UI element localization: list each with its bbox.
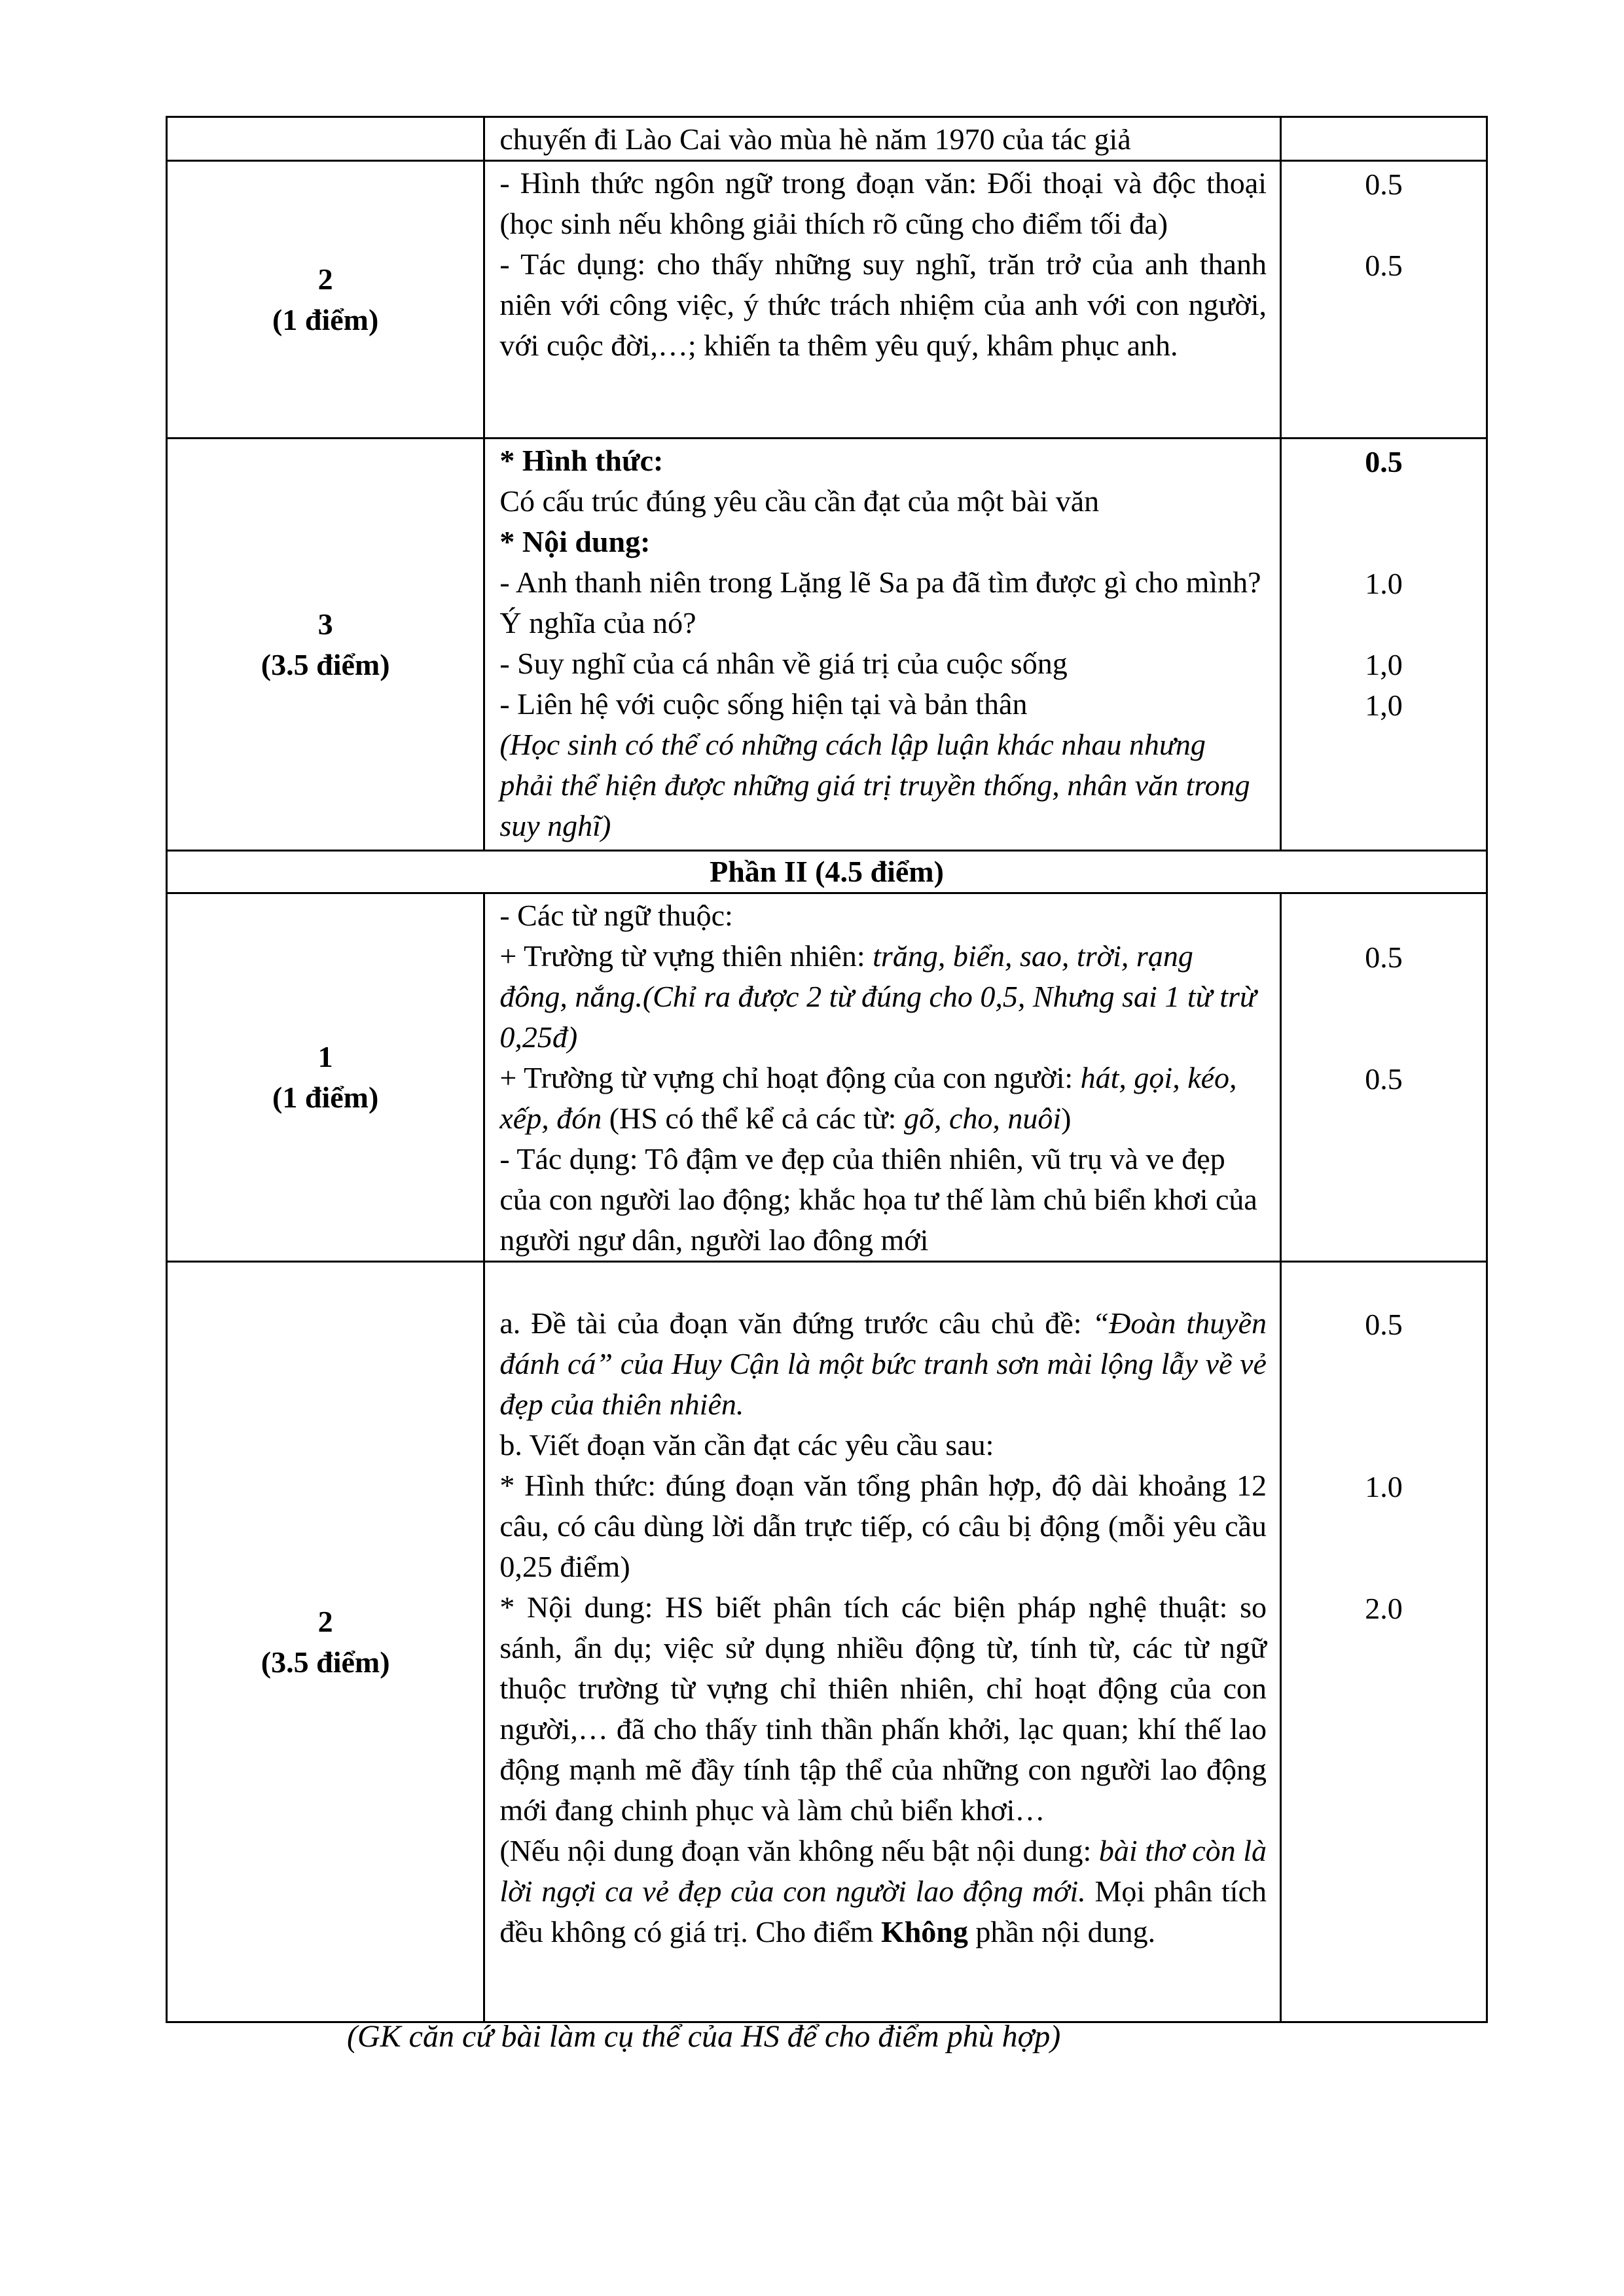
answer-label: + Trường từ vựng chỉ hoạt động của con người: <box>499 1061 1081 1094</box>
note-text: phần nội dung. <box>967 1915 1156 1948</box>
score-value: 0.5 <box>1365 941 1403 974</box>
question-points: (3.5 điểm) <box>261 647 390 681</box>
note-bold: Không <box>880 1915 968 1948</box>
score-value: 1,0 <box>1365 689 1403 722</box>
question-points: (3.5 điểm) <box>261 1645 390 1679</box>
answer-line: - Các từ ngữ thuộc: <box>499 899 733 932</box>
answer-label: + Trường từ vựng thiên nhiên: <box>499 939 873 973</box>
answer-line: - Tác dụng: cho thấy những suy nghĩ, trăn trở của anh thanh niên với công việc, ý thức trách nhiệm của anh với con người, với cuộc đời,…; khiến ta thêm yêu quý, khâm phục anh. <box>499 247 1267 362</box>
score-value: 2.0 <box>1365 1592 1403 1625</box>
grading-note: (GK căn cứ bài làm cụ thể của HS để cho điểm phù hợp) <box>347 2019 1061 2054</box>
question-cell <box>167 893 484 1262</box>
score-cell <box>1280 1262 1487 2022</box>
answer-label: (HS có thể kể cả các từ: <box>602 1102 904 1135</box>
question-number: 2 <box>317 262 333 296</box>
answer-label: a. Đề tài của đoạn văn đứng trước câu chủ đề: <box>499 1306 1092 1340</box>
score-value: 1.0 <box>1365 567 1403 600</box>
score-cell <box>1280 117 1487 161</box>
note-italic: bài thơ còn là lời ngợi ca vẻ đẹp của con người lao động mới. <box>499 1834 1267 1908</box>
question-number: 2 <box>317 1604 333 1638</box>
question-cell <box>167 117 484 161</box>
answer-italic: trăng, biển, sao, trời, rạng đông, nắng.(Chỉ ra được 2 từ đúng cho 0,5, Nhưng sai 1 từ trừ 0,25đ) <box>499 939 1256 1054</box>
answer-label: ) <box>1061 1102 1072 1135</box>
score-value: 1.0 <box>1365 1470 1403 1503</box>
answer-line <box>499 936 1267 1058</box>
answer-line: * Nội dung: HS biết phân tích các biện pháp nghệ thuật: so sánh, ẩn dụ; việc sử dụng nhiều động từ, tính từ, các từ ngữ thuộc trường từ vựng chỉ thiên nhiên, chỉ hoạt động của con người,… đã cho thấy tinh thần phấn khởi, lạc quan; khí thế lao động mạnh mẽ đầy tính tập thể của những con người lao động mới đang chinh phục và làm chủ biển khơi… <box>499 1590 1267 1827</box>
table-row <box>167 893 1487 1262</box>
note-text: (Nếu nội dung đoạn văn không nếu bật nội dung: <box>499 1834 1099 1867</box>
question-number: 1 <box>317 1040 333 1073</box>
table-row <box>167 439 1487 851</box>
question-points: (1 điểm) <box>272 1081 379 1114</box>
answer-line: b. Viết đoạn văn cần đạt các yêu cầu sau: <box>499 1428 994 1462</box>
score-value: 0.5 <box>1365 1308 1403 1341</box>
table-row <box>167 117 1487 161</box>
answer-italic: “Đoàn thuyền đánh cá” của Huy Cận là một bức tranh sơn mài lộng lẫy về vẻ đẹp của thiên nhiên. <box>499 1306 1267 1421</box>
answer-line: - Anh thanh niên trong Lặng lẽ Sa pa đã tìm được gì cho mình? Ý nghĩa của nó? <box>499 565 1261 639</box>
answer-line: - Liên hệ với cuộc sống hiện tại và bản thân <box>499 687 1028 721</box>
answer-line: * Hình thức: đúng đoạn văn tổng phân hợp, độ dài khoảng 12 câu, có câu dùng lời dẫn trực tiếp, có câu bị động (mỗi yêu cầu 0,25 điểm) <box>499 1469 1267 1583</box>
table-row <box>167 161 1487 439</box>
score-value: 0.5 <box>1365 445 1403 478</box>
section-header: Phần II (4.5 điểm) <box>167 851 1487 893</box>
answer-line <box>499 1058 1267 1139</box>
table-row <box>167 851 1487 893</box>
grading-table <box>166 116 1488 2023</box>
form-text: Có cấu trúc đúng yêu cầu cần đạt của một bài văn <box>499 484 1100 518</box>
answer-italic: gõ, cho, nuôi <box>903 1102 1062 1135</box>
answer-cell <box>484 893 1281 1262</box>
answer-line: - Tác dụng: Tô đậm ve đẹp của thiên nhiên, vũ trụ và ve đẹp của con người lao động; khắc họa tư thế làm chủ biển khơi của người ngư dân, người lao đông mới <box>499 1142 1257 1257</box>
score-cell <box>1280 161 1487 439</box>
content-heading: * Nội dung: <box>499 525 651 558</box>
answer-line: - Suy nghĩ của cá nhân về giá trị của cuộc sống <box>499 647 1068 680</box>
form-heading: * Hình thức: <box>499 444 664 477</box>
score-value: 0.5 <box>1365 1062 1403 1096</box>
question-points: (1 điểm) <box>272 302 379 336</box>
answer-cell <box>484 117 1281 161</box>
question-number: 3 <box>317 607 333 641</box>
answer-cell <box>484 1262 1281 2022</box>
answer-cell <box>484 439 1281 851</box>
answer-note: (Học sinh có thể có những cách lập luận khác nhau nhưng phải thể hiện được những giá trị truyền thống, nhân văn trong suy nghĩ) <box>499 728 1250 842</box>
answer-line: - Hình thức ngôn ngữ trong đoạn văn: Đối thoại và độc thoại (học sinh nếu không giải thích rõ cũng cho điểm tối đa) <box>499 166 1267 240</box>
answer-italic: hát, gọi, kéo, xếp, đón <box>499 1061 1237 1135</box>
continuation-text: chuyến đi Lào Cai vào mùa hè năm 1970 của tác giả <box>499 122 1131 156</box>
answer-cell <box>484 161 1281 439</box>
score-value: 0.5 <box>1365 168 1403 201</box>
table-row <box>167 1262 1487 2022</box>
score-cell <box>1280 893 1487 1262</box>
score-value: 0.5 <box>1365 249 1403 282</box>
score-value: 1,0 <box>1365 648 1403 681</box>
question-cell <box>167 161 484 439</box>
answer-line <box>499 1303 1267 1425</box>
answer-note <box>499 1831 1267 1952</box>
question-cell <box>167 439 484 851</box>
score-cell <box>1280 439 1487 851</box>
question-cell <box>167 1262 484 2022</box>
note-text: Mọi phân tích đều không có giá trị. Cho điểm <box>499 1874 1267 1948</box>
